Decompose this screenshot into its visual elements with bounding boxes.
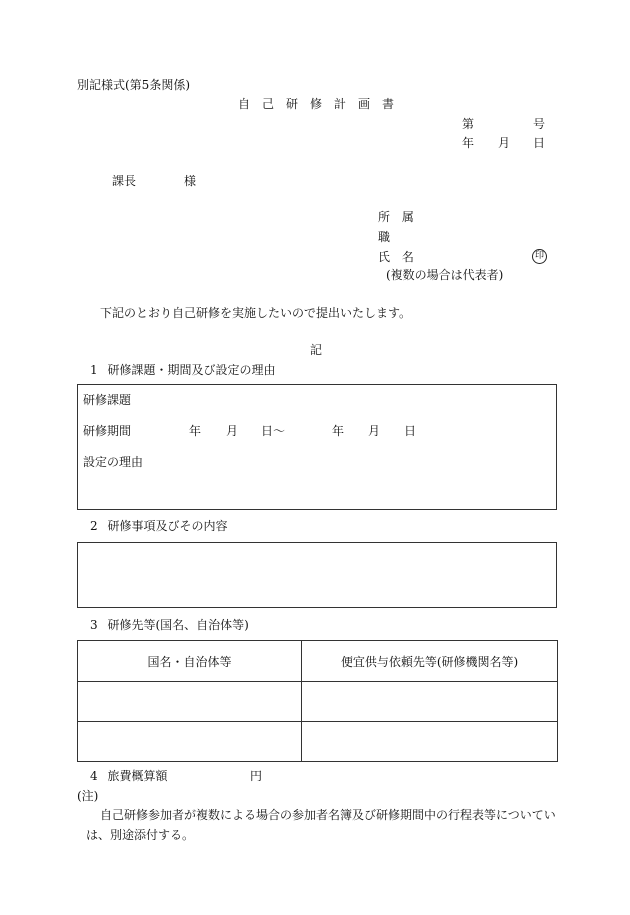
subject-label: 研修課題	[83, 393, 132, 407]
period-to-day: 日	[404, 424, 417, 438]
section3-heading: 3 研修先等(国名、自治体等)	[90, 618, 249, 632]
period-to-year: 年	[332, 424, 345, 438]
notes-label: (注)	[77, 789, 99, 803]
notes-line-1: 自己研修参加者が複数による場合の参加者名簿及び研修期間中の行程表等についてい	[100, 808, 556, 822]
addressee-title: 課長	[112, 174, 137, 188]
date-month-label: 月	[498, 136, 511, 150]
notes-line-2: は、別途添付する。	[86, 828, 195, 842]
table-cell	[78, 682, 302, 722]
table-row	[78, 682, 558, 722]
representative-note: (複数の場合は代表者)	[386, 268, 504, 282]
period-from-year: 年	[189, 424, 202, 438]
number-suffix: 号	[533, 117, 546, 131]
table-cell	[302, 722, 558, 762]
form-label: 別記様式(第5条関係)	[77, 78, 190, 92]
name-label: 氏 名	[378, 250, 414, 264]
seal-mark: 印	[532, 249, 547, 264]
position-label: 職	[378, 230, 391, 244]
section1-box	[77, 384, 557, 510]
table-header-row	[78, 641, 558, 682]
period-from-month: 月	[226, 424, 239, 438]
addressee-honorific: 様	[184, 174, 197, 188]
currency-unit: 円	[250, 769, 263, 783]
column-header-country: 国名・自治体等	[78, 641, 302, 682]
document-title: 自己研修計画書	[238, 97, 407, 111]
affiliation-label: 所 属	[378, 210, 414, 224]
section2-heading: 2 研修事項及びその内容	[90, 519, 228, 533]
period-to-month: 月	[368, 424, 381, 438]
table-cell	[302, 682, 558, 722]
section4-heading: 4 旅費概算額	[90, 769, 168, 783]
date-day-label: 日	[533, 136, 546, 150]
section1-heading: 1 研修課題・期間及び設定の理由	[90, 363, 276, 377]
ki-marker: 記	[310, 343, 323, 357]
number-prefix: 第	[462, 117, 475, 131]
intro-text: 下記のとおり自己研修を実施したいので提出いたします。	[100, 306, 412, 320]
table-row	[78, 722, 558, 762]
date-year-label: 年	[462, 136, 475, 150]
period-from-day: 日〜	[261, 424, 286, 438]
destination-table	[77, 640, 558, 762]
column-header-host: 便宜供与依頼先等(研修機関名等)	[302, 641, 558, 682]
section2-box	[77, 542, 557, 608]
reason-label: 設定の理由	[83, 455, 144, 469]
period-label: 研修期間	[83, 424, 132, 438]
table-cell	[78, 722, 302, 762]
